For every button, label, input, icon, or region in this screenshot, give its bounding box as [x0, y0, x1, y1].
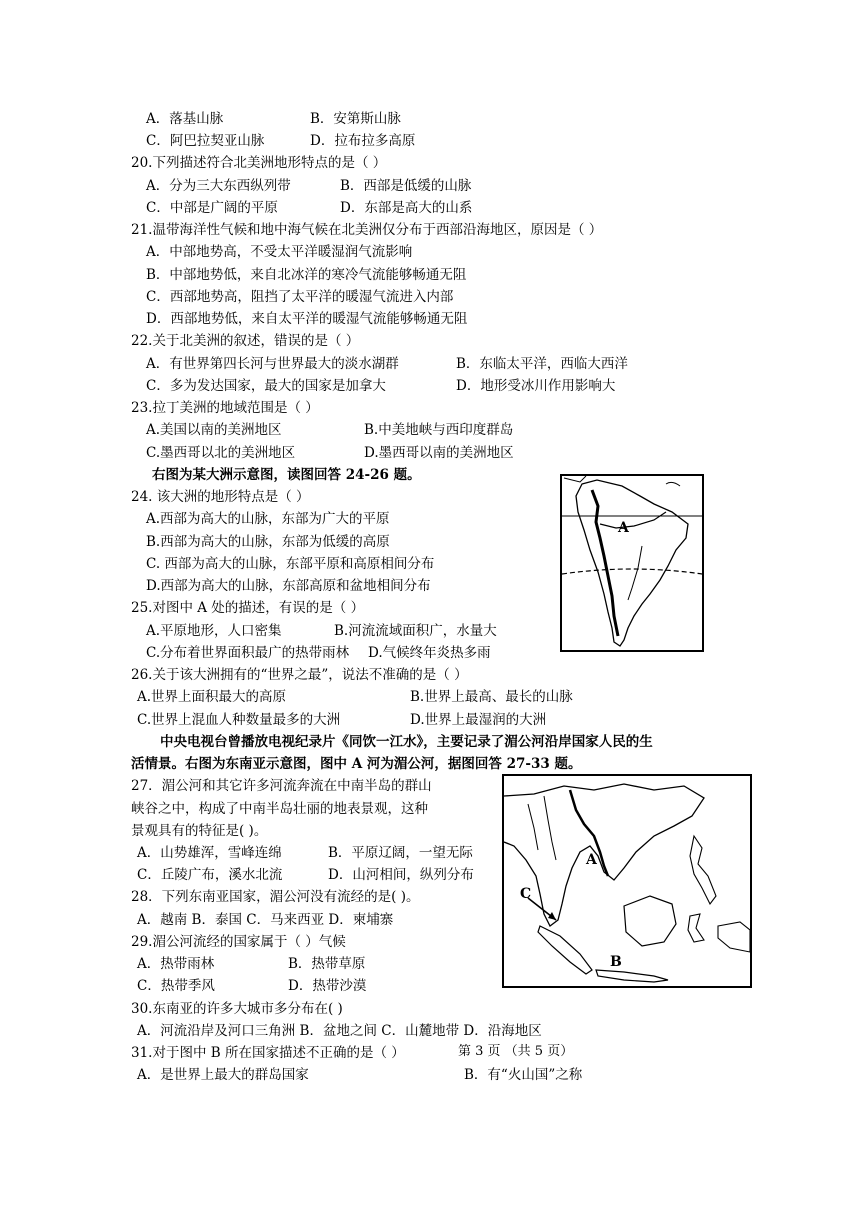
- question-27-cont1: 峡谷之中，构成了中南半岛壮丽的地表景观，这种: [131, 801, 428, 817]
- intro-27-33-line1: 中央电视台曾播放电视纪录片《同饮一江水》，主要记录了湄公河沿岸国家人民的生: [160, 734, 653, 750]
- question-25: 25.对图中 A 处的描述，有误的是（ ）: [131, 600, 365, 616]
- q26-option-d: D.世界上最湿润的大洲: [410, 712, 547, 728]
- intro-24-26: 右图为某大洲示意图，读图回答 24-26 题。: [152, 467, 421, 483]
- question-27-cont2: 景观具有的特征是( )。: [131, 823, 268, 839]
- q27-option-b: B．平原辽阔，一望无际: [328, 845, 473, 861]
- q25-option-d: D.气候终年炎热多雨: [368, 645, 491, 661]
- intro-27-33-line2: 活情景。右图为东南亚示意图，图中 A 河为湄公河，据图回答 27-33 题。: [131, 756, 582, 772]
- river-line-1: [544, 796, 556, 860]
- question-29: 29.湄公河流经的国家属于（ ）气候: [131, 934, 346, 950]
- parana-river: [628, 546, 642, 600]
- q23-option-d: D.墨西哥以南的美洲地区: [364, 445, 514, 461]
- q21-option-a: A．中部地势高，不受太平洋暖湿润气流影响: [146, 244, 413, 260]
- q27-option-a: A．山势雄浑，雪峰连绵: [137, 845, 282, 861]
- q24-option-d: D.西部为高大的山脉，东部高原和盆地相间分布: [146, 578, 431, 594]
- q23-option-c: C.墨西哥以北的美洲地区: [146, 445, 296, 461]
- q27-option-c: C．丘陵广布，溪水北流: [137, 867, 283, 883]
- q24-option-c: C. 西部为高大的山脉，东部平原和高原相间分布: [146, 556, 435, 572]
- map-label-b: B: [610, 954, 622, 970]
- q20-option-b: B．西部是低缓的山脉: [340, 178, 472, 194]
- question-22: 22.关于北美洲的叙述，错误的是（ ）: [131, 333, 360, 349]
- q20-option-a: A．分为三大东西纵列带: [146, 178, 291, 194]
- q25-option-c: C.分布着世界面积最广的热带雨林: [146, 645, 350, 661]
- continent-coastline: [576, 480, 688, 646]
- question-24: 24. 该大洲的地形特点是（ ）: [131, 489, 310, 505]
- q26-option-c: C.世界上混血人种数量最多的大洲: [137, 712, 341, 728]
- option-d: D．拉布拉多高原: [310, 133, 416, 149]
- question-27: 27．湄公河和其它许多河流奔流在中南半岛的群山: [131, 778, 432, 794]
- map-label-c: C: [520, 886, 532, 902]
- central-america: [564, 476, 586, 482]
- q27-option-d: D．山河相间，纵列分布: [328, 867, 474, 883]
- q24-option-b: B.西部为高大的山脉，东部为低缓的高原: [146, 534, 390, 550]
- q20-option-d: D．东部是高大的山系: [340, 200, 473, 216]
- tropic-line: [562, 569, 702, 574]
- south-america-map: [560, 474, 704, 652]
- question-21: 21.温带海洋性气候和地中海气候在北美洲仅分布于西部沿海地区，原因是（ ）: [131, 222, 603, 238]
- q23-option-a: A.美国以南的美洲地区: [146, 422, 282, 438]
- river-line-2: [528, 804, 538, 850]
- question-23: 23.拉丁美洲的地域范围是（ ）: [131, 400, 319, 416]
- q21-option-c: C．西部地势高，阻挡了太平洋的暖湿气流进入内部: [146, 289, 454, 305]
- q31-option-a: A．是世界上最大的群岛国家: [137, 1067, 309, 1083]
- q25-option-b: B.河流流域面积广，水量大: [334, 623, 497, 639]
- southeast-asia-outline: [504, 776, 750, 986]
- mainland-coastline: [504, 784, 704, 926]
- strait-arrowhead: [548, 912, 556, 920]
- amazon-river: [600, 512, 666, 528]
- option-a: A．落基山脉: [146, 111, 224, 127]
- option-b: B．安第斯山脉: [310, 111, 401, 127]
- q22-option-a: A．有世界第四长河与世界最大的淡水湖群: [146, 356, 399, 372]
- q29-option-a: A．热带雨林: [137, 956, 215, 972]
- q26-option-b: B.世界上最高、最长的山脉: [410, 689, 573, 705]
- question-30: 30.东南亚的许多大城市多分布在( ): [131, 1001, 343, 1017]
- new-guinea-island: [718, 922, 750, 952]
- java-island: [596, 970, 668, 982]
- andes-line: [592, 490, 618, 636]
- q29-option-d: D．热带沙漠: [288, 978, 367, 994]
- philippines-islands: [690, 836, 716, 904]
- southeast-asia-map: [502, 774, 752, 988]
- q29-option-c: C．热带季风: [137, 978, 215, 994]
- question-31: 31.对于图中 B 所在国家描述不正确的是（ ）: [131, 1045, 405, 1061]
- q29-option-b: B．热带草原: [288, 956, 366, 972]
- borneo-island: [624, 896, 676, 946]
- sulawesi-island: [688, 914, 704, 942]
- q26-option-a: A.世界上面积最大的高原: [137, 689, 287, 705]
- south-america-outline: [562, 476, 702, 650]
- question-26: 26.关于该大洲拥有的“世界之最”，说法不准确的是（ ）: [131, 667, 468, 683]
- map-label-a: A: [618, 520, 629, 536]
- q30-options: A．河流沿岸及河口三角洲 B．盆地之间 C．山麓地带 D．沿海地区: [137, 1023, 542, 1039]
- q21-option-b: B．中部地势低，来自北冰洋的寒冷气流能够畅通无阻: [146, 267, 467, 283]
- q25-option-a: A.平原地形，人口密集: [146, 623, 282, 639]
- q22-option-c: C．多为发达国家，最大的国家是加拿大: [146, 378, 386, 394]
- q23-option-b: B.中美地峡与西印度群岛: [364, 422, 514, 438]
- question-28: 28．下列东南亚国家，湄公河没有流经的是( )。: [131, 889, 420, 905]
- q31-option-b: B．有“火山国”之称: [464, 1067, 583, 1083]
- q22-option-d: D．地形受冰川作用影响大: [456, 378, 616, 394]
- q28-options: A．越南 B．泰国 C．马来西亚 D．柬埔寨: [137, 912, 394, 928]
- page-footer: 第 3 页 （共 5 页）: [456, 1040, 575, 1059]
- map-label-a: A: [586, 852, 597, 868]
- q22-option-b: B．东临太平洋，西临大西洋: [456, 356, 628, 372]
- question-20: 20.下列描述符合北美洲地形特点的是（ ）: [131, 155, 387, 171]
- q20-option-c: C．中部是广阔的平原: [146, 200, 278, 216]
- q21-option-d: D．西部地势低，来自太平洋的暖湿气流能够畅通无阻: [146, 311, 468, 327]
- sumatra-island: [538, 926, 592, 974]
- caribbean-islands: [666, 482, 680, 486]
- q24-option-a: A.西部为高大的山脉，东部为广大的平原: [146, 511, 390, 527]
- option-c: C．阿巴拉契亚山脉: [146, 133, 265, 149]
